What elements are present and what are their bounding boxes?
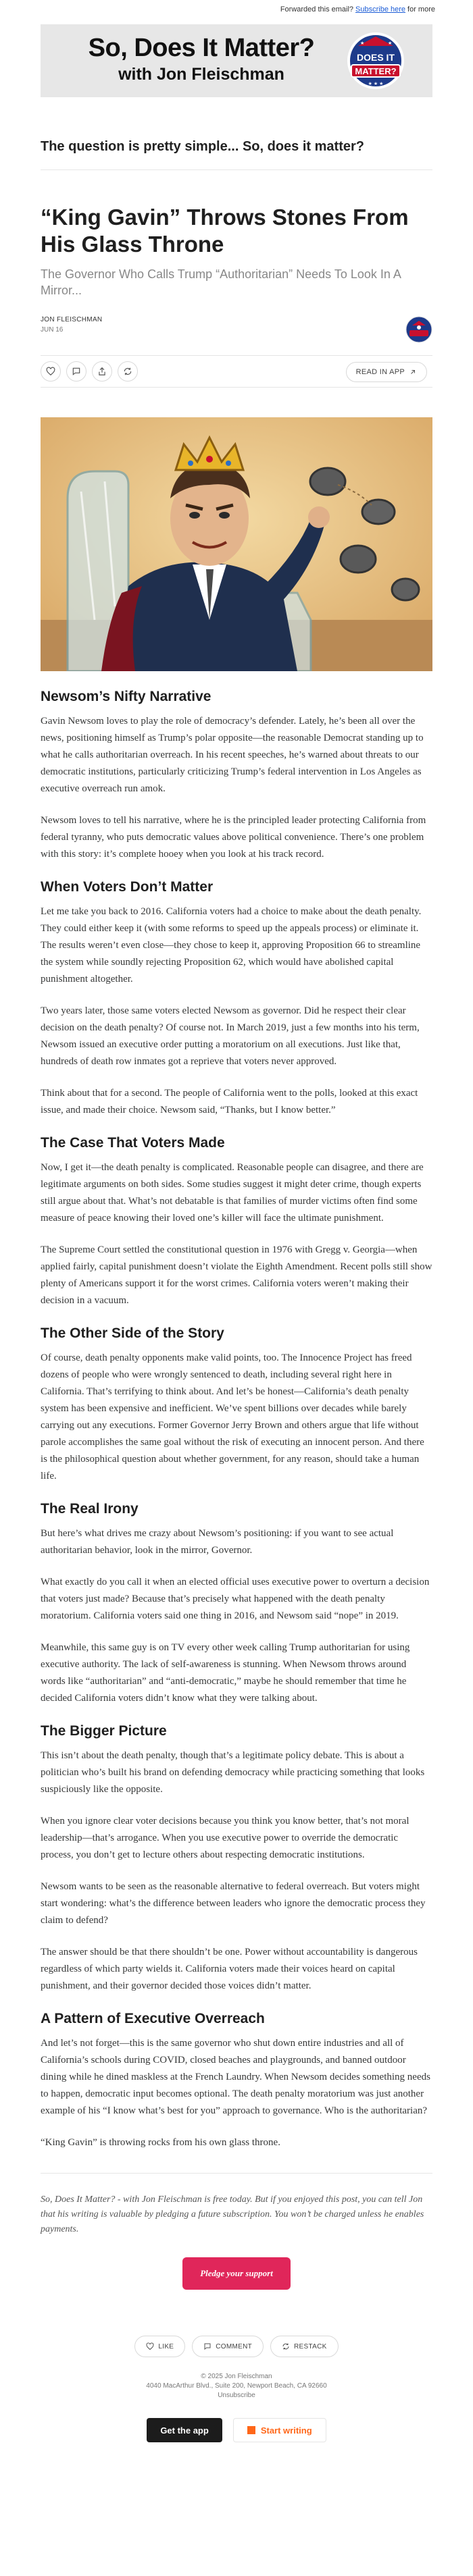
read-in-app-button[interactable] [346, 362, 427, 382]
author-name[interactable]: JON FLEISCHMAN [41, 316, 103, 323]
mailing-address: 4040 MacArthur Blvd., Suite 200, Newport Beach, CA 92660 [146, 2382, 327, 2390]
author-avatar[interactable] [405, 316, 432, 343]
share-button[interactable] [92, 361, 112, 382]
subscribe-link[interactable]: Subscribe here [355, 5, 406, 14]
article-paragraph: Of course, death penalty opponents make valid points, too. The Innocence Project has freed dozens of people who were wrongly sentenced to death, including several right here in California. That’s terrifying to think about. And let’s be honest—California’s death penalty system has been expensive and inefficient. We’ve spent billions over decades while barely carrying out any executions. Former Governor Jerry Brown and others argue that life without parole accomplishes the same goal without the risk of executing an innocent person. And there is the philosophical question about whether government, for any reason, should take a human life. [41, 1352, 424, 1481]
like-button[interactable] [41, 361, 61, 382]
article-paragraph: Think about that for a second. The people of California went to the polls, looked at this exact issue, and made their choice. Newsom said, “Thanks, but I know better.” [41, 1088, 418, 1115]
comment-button[interactable] [66, 361, 86, 382]
footer-legal [0, 2372, 473, 2400]
pledge-note: So, Does It Matter? - with Jon Fleischman is free today. But if you enjoyed this post, you can tell Jon that his writing is valuable by pledging a future subscription. You won’t be charged unless he enables payments. [41, 2194, 424, 2234]
article-paragraph: “King Gavin” is throwing rocks from his own glass throne. [41, 2137, 280, 2148]
svg-text:★ ★ ★: ★ ★ ★ [368, 82, 384, 86]
heart-icon [46, 367, 55, 376]
post-subtitle: The Governor Who Calls Trump “Authoritarian” Needs To Look In A Mirror... [41, 267, 401, 297]
comment-label: COMMENT [216, 2342, 253, 2350]
restack-icon [123, 367, 132, 376]
footer-like-button[interactable] [134, 2336, 185, 2357]
unsubscribe-link[interactable]: Unsubscribe [218, 2392, 255, 2399]
restack-button[interactable] [118, 361, 138, 382]
comment-icon [72, 367, 81, 376]
article-paragraph: When you ignore clear voter decisions because you think you know better, that’s not moral leadership—that’s arrogance. When you use executive power to override the democratic process, you don’t get to lecture others about respecting democratic institutions. [41, 1816, 409, 1860]
post-date: JUN 16 [41, 326, 64, 334]
app-buttons [0, 2418, 473, 2442]
article-paragraph: Two years later, those same voters elected Newsom as governor. Did he respect their clear decision on the death penalty? Of course not. In March 2019, just a few months into his term, Newsom issued an executive order putting a moratorium on all executions. Just like that, hundreds of death row inmates got a reprieve that voters never approved. [41, 1005, 420, 1067]
byline [41, 316, 432, 343]
article-body [41, 689, 432, 2151]
article-paragraph: This isn’t about the death penalty, though that’s a legitimate policy debate. This is about a politician who’s built his brand on defending democracy while practicing something that looks suspiciously like the opposite. [41, 1750, 425, 1795]
pledge-support-button[interactable]: Pledge your support [182, 2257, 291, 2290]
article-paragraph: Let me take you back to 2016. California voters had a choice to make about the death penalty. They could either keep it (with some reforms to speed up the appeals process) or eliminate it. The results weren’t even close—they chose to keep it, approving Proposition 66 to streamline the system while soundly rejecting Proposition 62, which would have abolished capital punishment altogether. [41, 906, 422, 984]
restack-label: RESTACK [294, 2342, 327, 2350]
section-heading: Newsom’s Nifty Narrative [41, 689, 211, 704]
publication-banner[interactable] [41, 24, 432, 97]
logo-text-top: DOES IT [356, 52, 395, 63]
svg-text:★: ★ [360, 41, 365, 46]
section-heading: The Other Side of the Story [41, 1325, 224, 1341]
heart-icon [146, 2342, 154, 2350]
post-title[interactable]: “King Gavin” Throws Stones From His Glass Throne [41, 205, 409, 257]
comment-icon [203, 2342, 211, 2350]
logo-text-bottom: MATTER? [355, 66, 397, 76]
publication-logo [345, 30, 407, 92]
article-paragraph: Newsom loves to tell his narrative, where he is the principled leader protecting California from federal tyranny, who puts democratic values above political convenience. There’s one problem with this story: it’s complete hooey when you look at his track record. [41, 815, 426, 860]
section-heading: The Real Irony [41, 1501, 139, 1517]
article-paragraph: And let’s not forget—this is the same governor who shut down entire industries and all of California’s schools during COVID, closed beaches and playgrounds, and banned outdoor dining while he dined maskless at the French Laundry. When Newsom decides something needs to happen, democratic input becomes optional. The death penalty moratorium was just another example of his “I know what’s best for you” approach to governance. Who is the authoritarian? [41, 2038, 430, 2116]
section-heading: The Bigger Picture [41, 1723, 167, 1739]
banner-title: So, Does It Matter? [88, 34, 315, 62]
king-gavin-illustration [41, 417, 432, 671]
share-icon [97, 367, 107, 376]
article-paragraph: The Supreme Court settled the constitutional question in 1976 with Gregg v. Georgia—when applied fairly, capital punishment doesn’t violate the Eighth Amendment. Recent polls still show plenty of Americans support it for the worst crimes. California voters weren’t making their decision in a vacuum. [41, 1244, 432, 1306]
article-paragraph: What exactly do you call it when an elected official uses executive power to overturn a decision that voters just made? Because that’s precisely what happened with the death penalty moratorium. California voters said one thing in 2016, and Newsom said “nope” in 2019. [41, 1577, 430, 1621]
start-writing-button[interactable] [233, 2418, 326, 2442]
substack-icon [247, 2426, 255, 2434]
like-label: LIKE [158, 2342, 174, 2350]
arrow-up-right-icon [409, 368, 417, 376]
footer-actions [0, 2336, 473, 2357]
forward-text: Forwarded this email? [280, 5, 354, 14]
forward-bar [0, 0, 473, 19]
article-paragraph: Meanwhile, this same guy is on TV every other week calling Trump authoritarian for using executive authority. The lack of self-awareness is stunning. When Newsom throws around words like “authoritarian” and “anti-democratic,” maybe he should remember that time he decided California voters didn’t know what they were talking about. [41, 1642, 410, 1704]
article-paragraph: But here’s what drives me crazy about Newsom’s positioning: if you want to see actual authoritarian behavior, look in the mirror, Governor. [41, 1528, 394, 1556]
publication-tagline: The question is pretty simple... So, does it matter? [41, 97, 432, 170]
get-app-button[interactable]: Get the app [147, 2418, 222, 2442]
banner-subtitle: with Jon Fleischman [118, 65, 284, 84]
forward-suffix: for more [407, 5, 435, 14]
section-heading: A Pattern of Executive Overreach [41, 2011, 265, 2026]
hero-illustration[interactable] [41, 417, 432, 671]
svg-text:★: ★ [388, 41, 393, 46]
restack-icon [282, 2342, 290, 2350]
post-actions-bar [41, 355, 432, 388]
article-paragraph: Gavin Newsom loves to play the role of democracy’s defender. Lately, he’s been all over the news, positioning himself as Trump’s polar opposite—the reasonable Democrat standing up to what he calls authoritarian overreach. In his recent speeches, he’s warned about threats to our democratic institutions, particularly criticizing Trump’s federal intervention in Los Angeles as executive overreach run amok. [41, 716, 424, 794]
footer-comment-button[interactable] [192, 2336, 264, 2357]
footer-restack-button[interactable] [270, 2336, 339, 2357]
section-heading: When Voters Don’t Matter [41, 879, 214, 895]
footer-section [41, 2173, 432, 2290]
start-writing-label: Start writing [260, 2425, 312, 2436]
copyright: © 2025 Jon Fleischman [201, 2373, 272, 2380]
article-paragraph: Newsom wants to be seen as the reasonable alternative to federal overreach. But voters might start wondering: what’s the difference between leaders who ignore the democratic process they claim to defend? [41, 1881, 426, 1926]
article-paragraph: The answer should be that there shouldn’t be one. Power without accountability is dangerous regardless of which party wields it. California voters made their voices heard on capital punishment, and their governor decided those voices didn’t matter. [41, 1947, 418, 1991]
read-in-app-label: READ IN APP [355, 368, 405, 376]
article-paragraph: Now, I get it—the death penalty is complicated. Reasonable people can disagree, and there are legitimate arguments on both sides. Some studies suggest it might deter crime, though experts still argue about that. What’s not debatable is that families of murder victims often find some measure of peace knowing their loved one’s killer will face the ultimate punishment. [41, 1162, 424, 1224]
section-heading: The Case That Voters Made [41, 1135, 225, 1151]
